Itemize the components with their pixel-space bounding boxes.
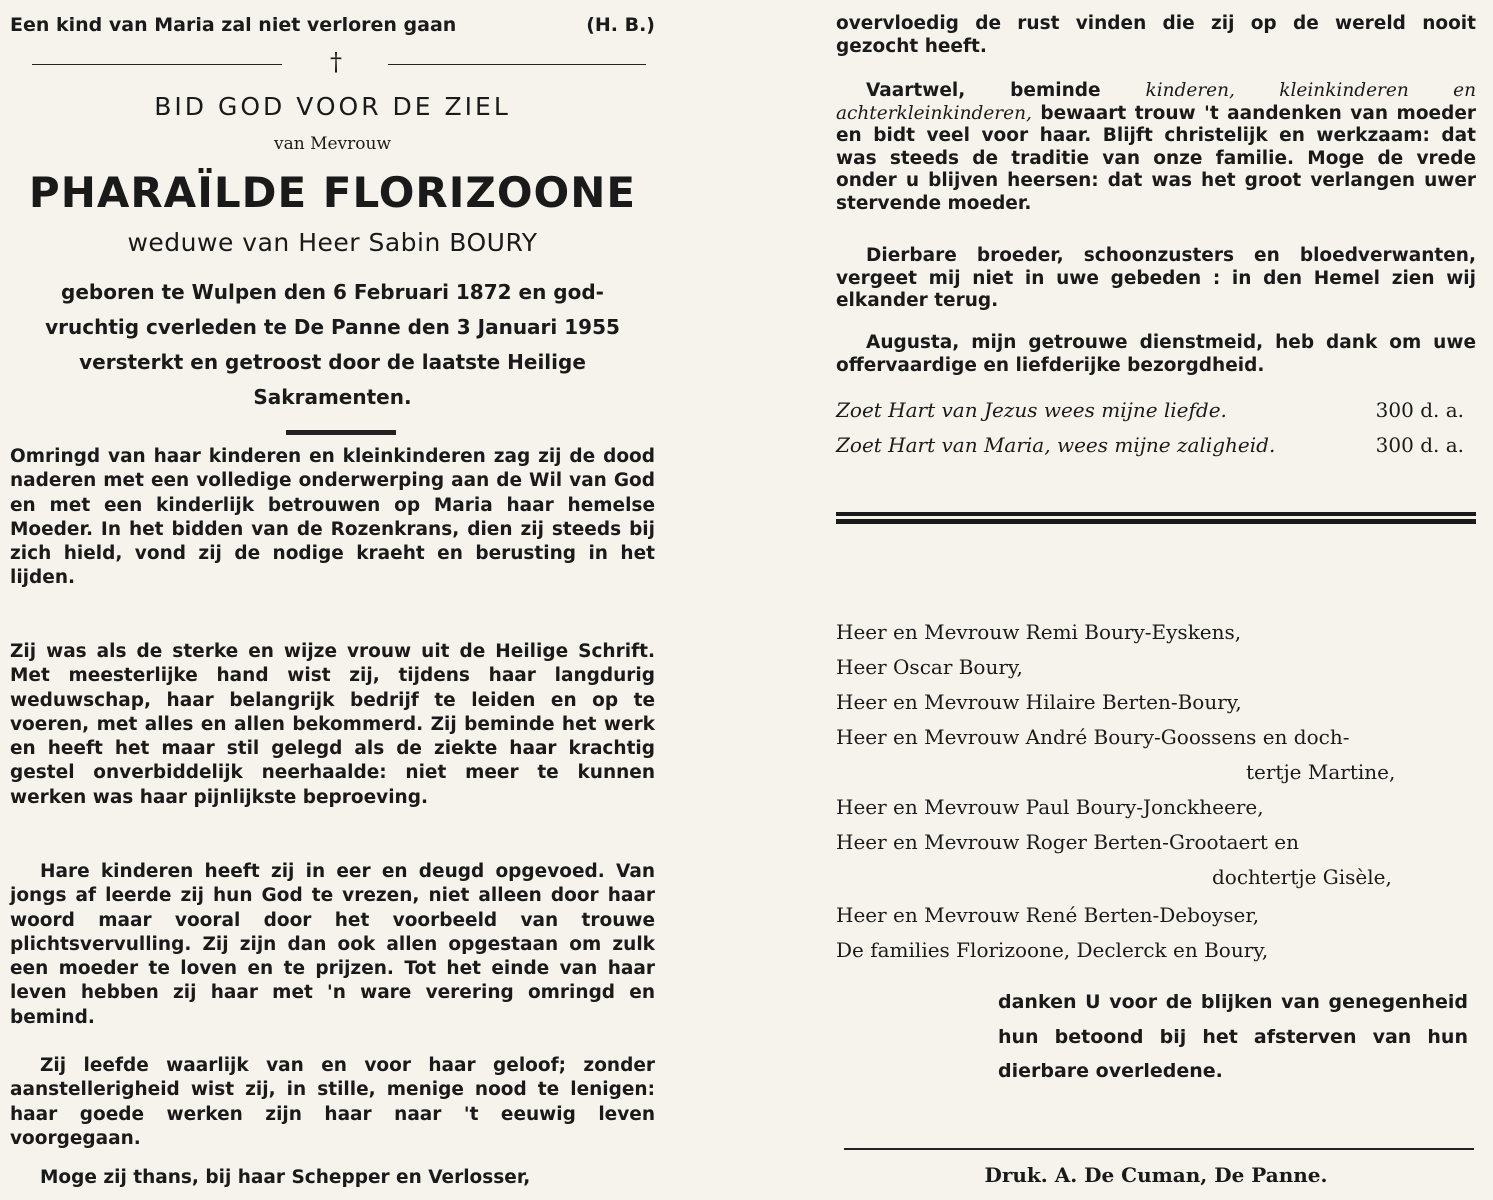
strengthened-line: versterkt en getroost door de laatste Heilige bbox=[79, 350, 586, 374]
birth-line-2: vruchtig cverleden te De Panne den 3 Januari 1955 bbox=[45, 315, 620, 339]
widow-of: weduwe van Heer Sabin BOURY bbox=[127, 228, 538, 257]
motto bbox=[10, 14, 655, 36]
sacraments-line: Sakramenten. bbox=[253, 385, 412, 409]
prayer-maria-text: Zoet Hart van Maria, wees mijne zaligheid. bbox=[836, 433, 1276, 457]
prayer-maria-indulgence: 300 d. a. bbox=[1375, 433, 1464, 457]
paragraph-may-she: Moge zij thans, bij haar Schepper en Verlosser, bbox=[40, 1167, 531, 1188]
paragraph-surrounded: Omringd van haar kinderen en kleinkinderen zag zij de dood naderen met een volledige onderwerping aan de Wil van God en met een kinderlijk betrouwen op Maria haar hemelse Moeder. In het bidden van de Rozenkrans, dien zij steeds bij zich hield, vond zij de nodige kraeht en berusting in het lijden. bbox=[10, 446, 655, 589]
paragraph-augusta: Augusta, mijn getrouwe dienstmeid, heb dank om uwe offervaardige en liefderijke bezorgdheid. bbox=[836, 332, 1476, 376]
farewell-body: bewaart trouw 't aandenken van moeder en bidt veel voor haar. Blijft christelijk en werkzaam: dat was steeds de traditie van onze familie. Moge de vrede onder u blijven heersen: dat was het groot verlangen uwer stervende moeder. bbox=[836, 102, 1476, 214]
family-line: Heer en Mevrouw Paul Boury-Jonckheere, bbox=[836, 795, 1264, 819]
motto-text: Een kind van Maria zal niet verloren gaan bbox=[10, 14, 457, 36]
van-mevrouw: van Mevrouw bbox=[273, 134, 392, 154]
family-line: Heer en Mevrouw René Berten-Deboyser, bbox=[836, 903, 1260, 927]
paragraph-strong-woman: Zij was als de sterke en wijze vrouw uit de Heilige Schrift. Met meesterlijke hand wist zij, tijdens haar langdurig weduwschap, haar belangrijk bedrijf te leiden en op te voeren, met alles en allen bekommerd. Zij beminde het werk en heeft het maar stil gelegd als de ziekte haar krachtig gestel onverbiddelijk neerhaalde: niet meer te kunnen werken was haar pijnlijkste beproeving. bbox=[10, 641, 655, 808]
family-line: Heer Oscar Boury, bbox=[836, 655, 1023, 679]
thanks-text: danken U voor de blijken van genegenheid hun betoond bij het afsterven van hun dierbare overledene. bbox=[998, 991, 1468, 1082]
paragraph-farewell bbox=[836, 80, 1476, 215]
family-line: Heer en Mevrouw André Boury-Goossens en doch- bbox=[836, 725, 1350, 749]
cross-icon: † bbox=[330, 48, 342, 76]
divider-left bbox=[32, 64, 282, 65]
prayer-jesus bbox=[836, 398, 1476, 422]
farewell-intro: Vaartwel, beminde bbox=[866, 80, 1101, 101]
family-line: Heer en Mevrouw Roger Berten-Grootaert en bbox=[836, 830, 1300, 854]
ornament-bar bbox=[286, 430, 396, 435]
paragraph-relatives: Dierbare broeder, schoonzusters en bloedverwanten, vergeet mij niet in uwe gebeden : in den Hemel zien wij elkander terug. bbox=[836, 245, 1476, 311]
double-rule-top bbox=[836, 512, 1476, 516]
family-line: tertje Martine, bbox=[1246, 760, 1396, 784]
deceased-name: PHARAÏLDE FLORIZOONE bbox=[28, 168, 637, 217]
family-line: De families Florizoone, Declerck en Boury, bbox=[836, 938, 1269, 962]
printer-rule bbox=[844, 1148, 1474, 1150]
pray-heading: BID GOD VOOR DE ZIEL bbox=[154, 92, 511, 121]
birth-line-1: geboren te Wulpen den 6 Februari 1872 en god- bbox=[61, 280, 604, 304]
family-line: Heer en Mevrouw Remi Boury-Eyskens, bbox=[836, 620, 1242, 644]
paragraph-faith: Zij leefde waarlijk van en voor haar geloof; zonder aanstellerigheid wist zij, in stille, menige nood te lenigen: haar goede werken zijn haar naar 't eeuwig leven voorgegaan. bbox=[10, 1055, 655, 1149]
farewell-addressees: kinderen, kleinkinderen en achterkleinkinderen, bbox=[836, 80, 1476, 124]
prayer-jesus-indulgence: 300 d. a. bbox=[1375, 398, 1464, 422]
paragraph-children: Hare kinderen heeft zij in eer en deugd opgevoed. Van jongs af leerde zij hun God te vrezen, niet alleen door haar woord maar vooral door het voorbeeld van trouwe plichtsvervulling. Zij zijn dan ook allen opgestaan om zulk een moeder te loven en te prijzen. Tot het einde van haar leven hebben zij haar met 'n ware verering omringd en bemind. bbox=[10, 861, 655, 1028]
family-line: Heer en Mevrouw Hilaire Berten-Boury, bbox=[836, 690, 1242, 714]
prayer-jesus-text: Zoet Hart van Jezus wees mijne liefde. bbox=[836, 398, 1227, 422]
double-rule-bottom bbox=[836, 519, 1476, 524]
divider-right bbox=[388, 64, 646, 65]
prayer-maria bbox=[836, 433, 1476, 457]
family-line: dochtertje Gisèle, bbox=[1212, 865, 1392, 889]
printer-credit: Druk. A. De Cuman, De Panne. bbox=[984, 1163, 1328, 1187]
paragraph-rest: overvloedig de rust vinden die zij op de wereld nooit gezocht heeft. bbox=[836, 13, 1476, 57]
motto-source: (H. B.) bbox=[586, 14, 655, 36]
